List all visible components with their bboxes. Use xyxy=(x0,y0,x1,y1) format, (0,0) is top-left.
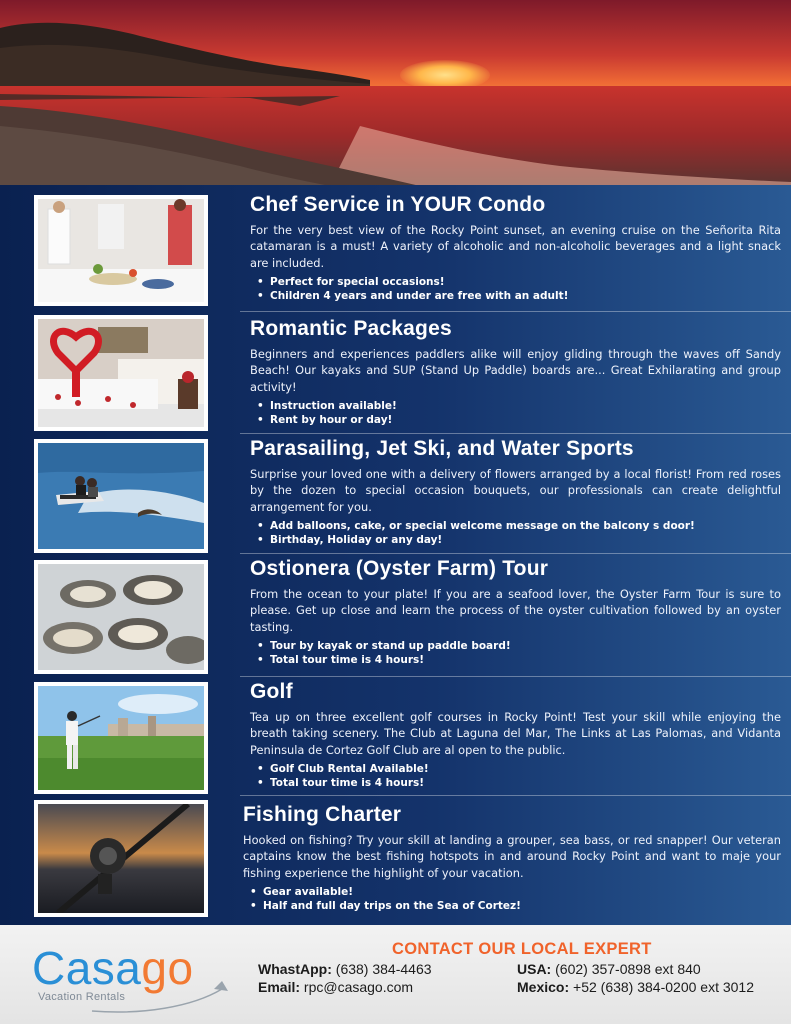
section-divider xyxy=(240,795,791,796)
section-title: Golf xyxy=(250,680,293,703)
contact-email xyxy=(258,979,413,995)
bullet-item: • Golf Club Rental Available! xyxy=(250,762,781,777)
section-divider xyxy=(240,311,791,312)
section-title: Ostionera (Oyster Farm) Tour xyxy=(250,557,549,580)
section-description: Tea up on three excellent golf courses in Rocky Point! Test your skill while enjoying the breath taking scenery. The Club at Laguna del Mar, The Links at Las Palomas, and Vidanta Peninsula de Cortez Golf Club are al open to the public. xyxy=(250,710,781,757)
logo-word-go: go xyxy=(141,942,194,994)
logo-tagline: Vacation Rentals xyxy=(38,991,126,1003)
logo-word-casa: Casa xyxy=(32,942,142,994)
section-description: Surprise your loved one with a delivery of flowers arranged by a local florist! From red roses by the dozen to special occasion bouquets, our professionals can create delightful arrangement for you. xyxy=(250,467,781,514)
chef-service-photo xyxy=(34,195,208,306)
bullet-item: • Birthday, Holiday or any day! xyxy=(250,533,781,548)
oyster-tour-photo xyxy=(34,560,208,674)
bullet-item: • Total tour time is 4 hours! xyxy=(250,653,781,668)
water-sports-photo xyxy=(34,439,208,553)
bullet-list xyxy=(250,762,781,791)
bullet-list xyxy=(243,885,781,914)
section-description: Hooked on fishing? Try your skill at landing a grouper, sea bass, or red snapper! Our veteran captains know the best fishing hotspots in and around Rocky Point and want to maje your fishing experience the highlight of your vacation. xyxy=(243,833,781,880)
section-divider xyxy=(240,553,791,554)
bullet-list xyxy=(250,519,781,548)
contact-usa xyxy=(517,961,701,977)
casago-logo xyxy=(32,943,237,1013)
usa-label: USA: xyxy=(517,961,552,977)
section-description: For the very best view of the Rocky Point sunset, an evening cruise on the Señorita Rita catamaran is a must! A variety of alcoholic and non-alcoholic beverages and a light snack are included. xyxy=(250,223,781,270)
whatsapp-number[interactable]: (638) 384-4463 xyxy=(331,961,432,977)
section-title: Chef Service in YOUR Condo xyxy=(250,193,546,216)
section-title: Parasailing, Jet Ski, and Water Sports xyxy=(250,437,634,460)
headland-silhouette xyxy=(0,18,370,88)
section-description: From the ocean to your plate! If you are a seafood lover, the Oyster Farm Tour is sure to please. Get up close and learn the process of the oyster cultivation followed by an oyster tasting. xyxy=(250,587,781,634)
fishing-charter-photo xyxy=(34,800,208,917)
mexico-label: Mexico: xyxy=(517,979,570,995)
golf-photo xyxy=(34,682,208,794)
mexico-number[interactable]: +52 (638) 384-0200 ext 3012 xyxy=(569,979,754,995)
section-title: Romantic Packages xyxy=(250,317,452,340)
bullet-item: • Perfect for special occasions! xyxy=(250,275,781,290)
bullet-list xyxy=(250,399,781,428)
section-title: Fishing Charter xyxy=(243,803,402,826)
bullet-item: • Children 4 years and under are free with an adult! xyxy=(250,289,781,304)
bullet-item: • Instruction available! xyxy=(250,399,781,414)
bullet-item: • Add balloons, cake, or special welcome message on the balcony s door! xyxy=(250,519,781,534)
section-divider xyxy=(240,433,791,434)
bullet-list xyxy=(250,275,781,304)
contact-mexico xyxy=(517,979,754,995)
usa-number[interactable]: (602) 357-0898 ext 840 xyxy=(551,961,701,977)
email-label: Email: xyxy=(258,979,301,995)
romantic-packages-photo xyxy=(34,315,208,431)
beach-and-waves xyxy=(0,86,791,185)
email-address[interactable]: rpc@casago.com xyxy=(300,979,414,995)
bullet-list xyxy=(250,639,781,668)
hero-sunset-photo xyxy=(0,0,791,185)
section-description: Beginners and experiences paddlers alike will enjoy gliding through the waves off Sandy Beach! Our kayaks and SUP (Stand Up Paddle) boards are... Great Exhilarating and group activity! xyxy=(250,347,781,394)
bullet-item: • Half and full day trips on the Sea of Cortez! xyxy=(243,899,781,914)
bullet-item: • Total tour time is 4 hours! xyxy=(250,776,781,791)
whatsapp-label: WhastApp: xyxy=(258,961,332,977)
section-divider xyxy=(240,676,791,677)
contact-heading: CONTACT OUR LOCAL EXPERT xyxy=(392,940,652,958)
contact-whatsapp xyxy=(258,961,432,977)
bullet-item: • Rent by hour or day! xyxy=(250,413,781,428)
bullet-item: • Gear available! xyxy=(243,885,781,900)
bullet-item: • Tour by kayak or stand up paddle board! xyxy=(250,639,781,654)
